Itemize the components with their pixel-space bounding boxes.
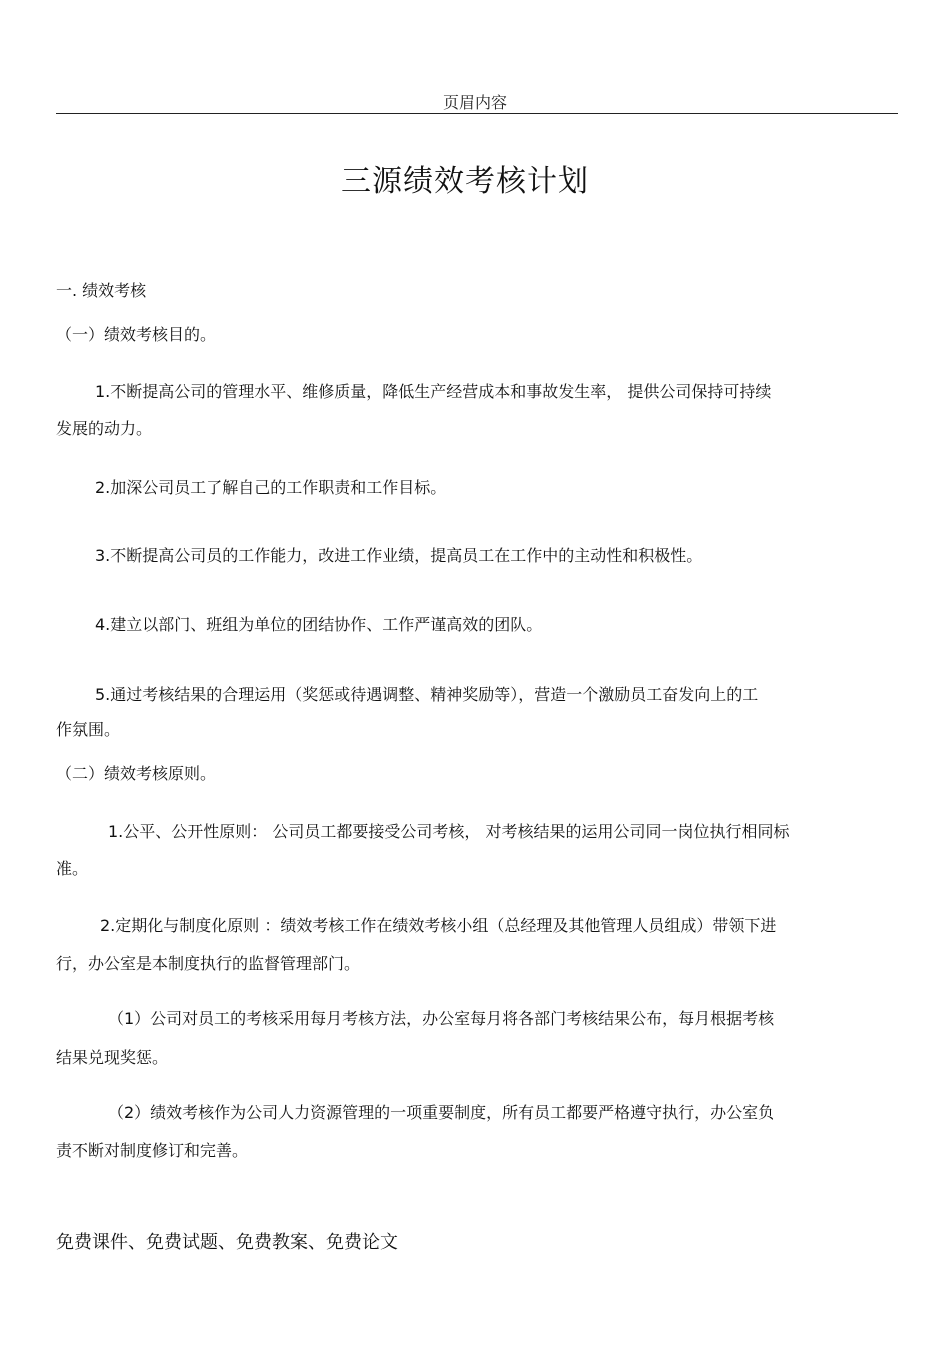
principle-item-2-line2: 行，办公室是本制度执行的监督管理部门。 — [56, 954, 361, 973]
page-footer: 免费课件、免费试题、免费教案、免费论文 — [56, 1232, 398, 1253]
page-header: 页眉内容 — [442, 93, 507, 112]
subsection-heading-principles: （二）绩效考核原则。 — [56, 764, 217, 783]
purpose-item-2: 2.加深公司员工了解自己的工作职责和工作目标。 — [95, 478, 447, 497]
section-heading: 一. 绩效考核 — [56, 281, 147, 300]
principle-item-1-line1: 1.公平、公开性原则： 公司员工都要接受公司考核， 对考核结果的运用公司同一岗位执行相同标 — [108, 822, 790, 841]
purpose-item-3: 3.不断提高公司员的工作能力，改进工作业绩，提高员工在工作中的主动性和积极性。 — [95, 546, 703, 565]
purpose-item-4: 4.建立以部门、班组为单位的团结协作、工作严谨高效的团队。 — [95, 615, 543, 634]
principle-sub-item-1-line1: （1）公司对员工的考核采用每月考核方法，办公室每月将各部门考核结果公布，每月根据考核 — [108, 1009, 775, 1028]
purpose-item-1-line1: 1.不断提高公司的管理水平、维修质量，降低生产经营成本和事故发生率， 提供公司保持可持续 — [95, 382, 772, 401]
principle-sub-item-1-line2: 结果兑现奖惩。 — [56, 1048, 169, 1067]
purpose-item-5-line1: 5.通过考核结果的合理运用（奖惩或待遇调整、精神奖励等），营造一个激励员工奋发向上的工 — [95, 685, 759, 704]
principle-sub-item-2-line2: 责不断对制度修订和完善。 — [56, 1141, 249, 1160]
principle-item-1-line2: 准。 — [56, 859, 89, 878]
principle-item-2-line1: 2.定期化与制度化原则 ：绩效考核工作在绩效考核小组（总经理及其他管理人员组成）带领下进 — [100, 916, 777, 935]
subsection-heading-purpose: （一）绩效考核目的。 — [56, 325, 217, 344]
header-divider — [56, 113, 898, 114]
principle-sub-item-2-line1: （2）绩效考核作为公司人力资源管理的一项重要制度，所有员工都要严格遵守执行，办公室负 — [108, 1103, 775, 1122]
purpose-item-1-line2: 发展的动力。 — [56, 419, 153, 438]
document-title: 三源绩效考核计划 — [341, 164, 589, 199]
purpose-item-5-line2: 作氛围。 — [56, 720, 121, 739]
